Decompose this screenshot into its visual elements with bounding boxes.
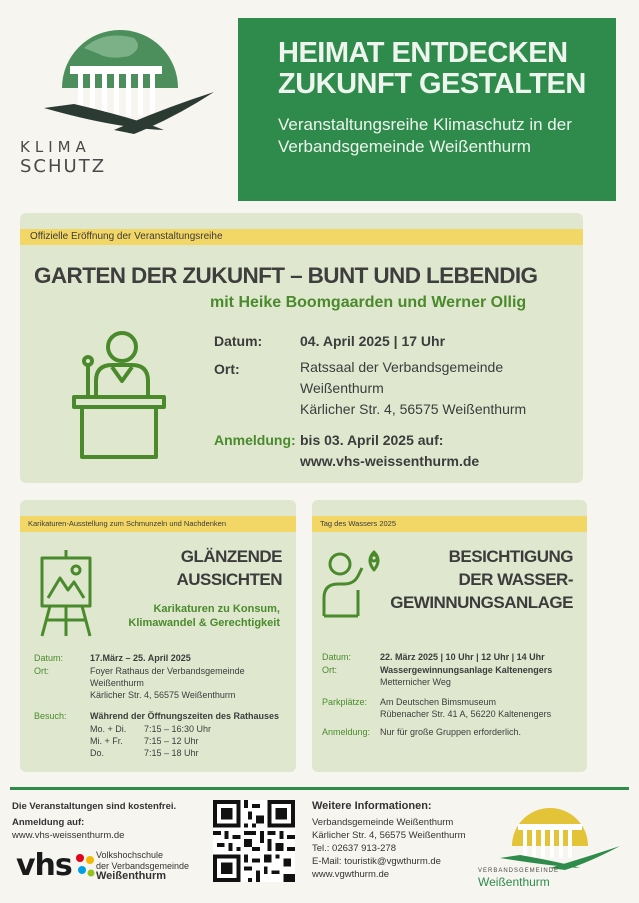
exhibition-panel <box>20 500 296 772</box>
header-banner <box>238 18 616 201</box>
waterworks-title-line1: BESICHTIGUNG <box>448 547 573 566</box>
main-place-label: Ort: <box>214 361 240 377</box>
hours-days-1: Mo. + Di. <box>90 724 127 734</box>
exhibition-visit-line1: Während der Öffnungszeiten des Rathauses <box>90 711 280 721</box>
exhibition-date-label: Datum: <box>34 653 64 663</box>
waterworks-strip: Tag des Wassers 2025 <box>312 516 587 532</box>
footer-registration-label: Anmeldung auf: <box>12 817 85 828</box>
header-title-line1: HEIMAT ENTDECKEN <box>278 37 568 69</box>
waterworks-parking-label: Parkplätze: <box>322 697 368 707</box>
footer-info-phone[interactable]: Tel.: 02637 913-278 <box>312 843 396 854</box>
exhibition-title-line2: AUSSICHTEN <box>176 570 282 589</box>
vhs-dots-icon <box>74 852 96 880</box>
waterworks-place-line1: Wassergewinnungsanlage Kaltenengers <box>380 665 553 675</box>
exhibition-title-line1: GLÄNZENDE <box>180 547 282 566</box>
exhibition-date-value: 17.März – 25. April 2025 <box>90 653 191 663</box>
speaker-podium-icon <box>66 325 172 465</box>
exhibition-place-line2: Weißenthurm <box>90 678 144 688</box>
exhibition-sub-line2: Klimawandel & Gerechtigkeit <box>128 617 280 629</box>
waterworks-registration-label: Anmeldung: <box>322 727 371 737</box>
waterworks-parking-line1: Am Deutschen Bimsmuseum <box>380 697 497 707</box>
columns-logo-icon <box>470 800 630 870</box>
hours-time-3: 7:15 – 18 Uhr <box>144 748 199 758</box>
waterworks-title-line2: DER WASSER- <box>458 570 573 589</box>
bottom-logo-caption: VERBANDSGEMEINDE <box>478 868 560 874</box>
main-registration-label: Anmeldung: <box>214 432 296 448</box>
exhibition-strip: Karikaturen-Ausstellung zum Schmunzeln und Nachdenken <box>20 516 296 532</box>
waterworks-place-label: Ort: <box>322 665 337 675</box>
vhs-letters: vhs <box>16 848 72 883</box>
main-registration-line1: bis 03. April 2025 auf: <box>300 432 444 448</box>
vhs-name-line2: der Verbandsgemeinde <box>96 861 190 871</box>
waterworks-panel <box>312 500 587 772</box>
hours-days-3: Do. <box>90 748 105 758</box>
main-date-value: 04. April 2025 | 17 Uhr <box>300 333 446 349</box>
footer-info-heading: Weitere Informationen: <box>312 800 432 812</box>
footer-free-note: Die Veranstaltungen sind kostenfrei. <box>12 801 177 812</box>
hours-time-1: 7:15 – 16:30 Uhr <box>144 724 212 734</box>
vhs-name-line3: Weißenthurm <box>96 870 167 882</box>
main-event-panel <box>20 213 583 483</box>
bottom-logo-name: Weißenthurm <box>478 875 550 889</box>
klimaschutz-logo <box>14 18 224 183</box>
exhibition-sub-line1: Karikaturen zu Konsum, <box>153 603 280 615</box>
hours-time-2: 7:15 – 12 Uhr <box>144 736 199 746</box>
header-title-line2: ZUKUNFT GESTALTEN <box>278 68 586 100</box>
easel-painting-icon <box>36 548 96 638</box>
waterworks-date-value: 22. März 2025 | 10 Uhr | 12 Uhr | 14 Uhr <box>380 652 545 662</box>
logo-word-schutz: SCHUTZ <box>20 156 107 177</box>
main-event-guests: mit Heike Boomgaarden und Werner Ollig <box>210 294 527 311</box>
main-registration-url[interactable]: www.vhs-weissenthurm.de <box>300 453 480 469</box>
waterworks-date-label: Datum: <box>322 652 352 662</box>
globe-columns-icon <box>14 18 224 138</box>
footer-info-line: Kärlicher Str. 4, 56575 Weißenthurm <box>312 830 466 841</box>
waterworks-registration-value: Nur für große Gruppen erforderlich. <box>380 727 522 737</box>
header-subtitle: Veranstaltungsreihe Klimaschutz in der Verbandsgemeinde Weißenthurm <box>278 115 572 156</box>
footer-registration-url[interactable]: www.vhs-weissenthurm.de <box>12 830 125 841</box>
main-event-strip: Offizielle Eröffnung der Veranstaltungsreihe <box>20 229 583 245</box>
footer-info <box>312 800 465 881</box>
main-place-line1: Ratssaal der Verbandsgemeinde <box>300 359 504 375</box>
footer-info-email[interactable]: E-Mail: touristik@vgwthurm.de <box>312 856 441 867</box>
exhibition-place-label: Ort: <box>34 666 49 676</box>
qr-code[interactable] <box>213 800 295 882</box>
footer-divider <box>10 787 629 790</box>
verbandsgemeinde-logo <box>470 800 630 888</box>
waterworks-parking-line2: Rübenacher Str. 41 A, 56220 Kaltenengers <box>380 709 552 719</box>
visitor-location-icon <box>320 548 390 620</box>
main-place-line2: Weißenthurm <box>300 380 384 396</box>
waterworks-title-line3: GEWINNUNGSANLAGE <box>390 593 573 612</box>
main-date-label: Datum: <box>214 333 263 349</box>
exhibition-place-line1: Foyer Rathaus der Verbandsgemeinde <box>90 666 245 676</box>
waterworks-place-line2: Metternicher Weg <box>380 677 451 687</box>
footer-info-website[interactable]: www.vgwthurm.de <box>312 869 390 880</box>
exhibition-place-line3: Kärlicher Str. 4, 56575 Weißenthurm <box>90 690 236 700</box>
hours-days-2: Mi. + Fr. <box>90 736 123 746</box>
main-event-title: GARTEN DER ZUKUNFT – BUNT UND LEBENDIG <box>34 263 538 288</box>
logo-word-klima: KLIMA <box>20 138 91 156</box>
footer-info-line: Verbandsgemeinde Weißenthurm <box>312 817 454 828</box>
main-place-line3: Kärlicher Str. 4, 56575 Weißenthurm <box>300 401 527 417</box>
vhs-name-line1: Volkshochschule <box>96 850 164 860</box>
vhs-logo <box>16 848 206 888</box>
exhibition-visit-label: Besuch: <box>34 711 67 721</box>
